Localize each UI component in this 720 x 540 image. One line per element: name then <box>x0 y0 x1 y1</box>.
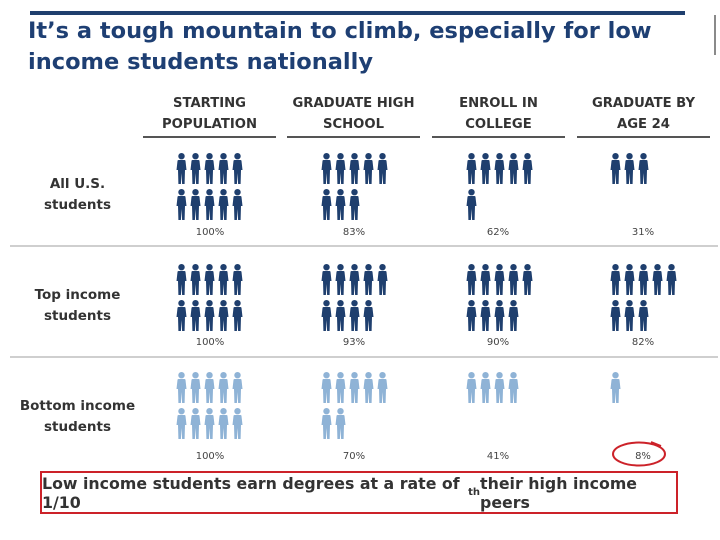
person-icon <box>232 264 243 295</box>
row-label-all-students <box>10 174 145 216</box>
person-icon <box>480 300 491 331</box>
person-icon <box>522 264 533 295</box>
person-icon <box>176 372 187 403</box>
person-icon <box>335 300 346 331</box>
percent-label: 70% <box>342 451 366 462</box>
column-header-line: AGE 24 <box>617 117 670 132</box>
top-accent-bar <box>30 11 685 15</box>
percent-label: 93% <box>342 337 366 348</box>
person-icon <box>494 300 505 331</box>
row-label-bottom-income <box>10 396 145 438</box>
person-icon <box>508 264 519 295</box>
person-icon <box>190 372 201 403</box>
person-icon <box>363 153 374 184</box>
footer-text-end: their high income peers <box>480 473 638 512</box>
person-icon <box>624 300 635 331</box>
percent-label: 100% <box>195 337 225 348</box>
column-header-graduate-by-age-24 <box>577 92 710 138</box>
person-icon <box>638 153 649 184</box>
row-label-line: students <box>43 308 112 324</box>
person-icon <box>190 264 201 295</box>
person-icon <box>218 189 229 220</box>
percent-label: 100% <box>195 451 225 462</box>
person-icon <box>190 300 201 331</box>
percent-label: 83% <box>342 227 366 238</box>
column-header-line: GRADUATE BY <box>591 96 696 111</box>
person-icon <box>466 153 477 184</box>
person-icon <box>321 264 332 295</box>
person-icon <box>190 408 201 439</box>
person-icon <box>624 264 635 295</box>
person-icon <box>176 408 187 439</box>
person-icon <box>321 300 332 331</box>
person-icon <box>204 189 215 220</box>
person-icon <box>610 153 621 184</box>
person-icon <box>321 189 332 220</box>
person-icon <box>176 153 187 184</box>
person-icon <box>204 300 215 331</box>
person-icon <box>652 264 663 295</box>
row-separator <box>10 356 718 358</box>
row-label-line: Top income <box>34 287 121 303</box>
column-header-enroll-in-college <box>432 92 565 138</box>
person-icon <box>218 264 229 295</box>
person-icon <box>377 372 388 403</box>
footer-superscript: th <box>468 487 481 498</box>
column-header-line: COLLEGE <box>465 117 532 132</box>
person-icon <box>190 153 201 184</box>
person-icon <box>638 264 649 295</box>
person-icon <box>218 300 229 331</box>
person-icon <box>466 372 477 403</box>
person-icon <box>363 264 374 295</box>
row-label-line: students <box>43 419 112 435</box>
row-label-top-income <box>10 285 145 327</box>
person-icon <box>321 153 332 184</box>
person-icon <box>204 264 215 295</box>
person-icon <box>480 153 491 184</box>
person-icon <box>349 264 360 295</box>
person-icon <box>232 408 243 439</box>
footer-text: Low income students earn degrees at a rate of 1/10 <box>42 473 460 512</box>
person-icon <box>218 372 229 403</box>
percent-label: 62% <box>486 227 510 238</box>
person-icon <box>349 372 360 403</box>
person-icon <box>176 264 187 295</box>
person-icon <box>494 264 505 295</box>
person-icon <box>335 264 346 295</box>
person-icon <box>466 264 477 295</box>
person-icon <box>508 372 519 403</box>
person-icon <box>377 264 388 295</box>
page-title: It’s a tough mountain to climb, especially for low income students nationally <box>28 18 652 75</box>
person-icon <box>494 153 505 184</box>
person-icon <box>232 372 243 403</box>
person-icon <box>480 264 491 295</box>
person-icon <box>638 300 649 331</box>
person-icon <box>624 153 635 184</box>
person-icon <box>335 189 346 220</box>
person-icon <box>610 264 621 295</box>
person-icon <box>508 153 519 184</box>
person-icon <box>232 300 243 331</box>
person-icon <box>232 153 243 184</box>
person-icon <box>349 300 360 331</box>
person-icon <box>218 408 229 439</box>
person-icon <box>666 264 677 295</box>
person-icon <box>204 372 215 403</box>
person-icon <box>190 189 201 220</box>
row-label-line: All U.S. <box>49 176 106 192</box>
person-icon <box>321 372 332 403</box>
person-icon <box>466 300 477 331</box>
column-header-starting-population <box>143 92 276 138</box>
right-edge-line <box>714 15 716 55</box>
column-header-line: POPULATION <box>162 117 257 132</box>
highlight-circle <box>611 440 667 467</box>
person-icon <box>610 372 621 403</box>
person-icon <box>204 408 215 439</box>
row-label-line: Bottom income <box>19 398 136 414</box>
column-header-graduate-high-school <box>287 92 420 138</box>
percent-label: 31% <box>631 227 655 238</box>
person-icon <box>349 189 360 220</box>
person-icon <box>218 153 229 184</box>
person-icon <box>204 153 215 184</box>
person-icon <box>377 153 388 184</box>
percent-label: 100% <box>195 227 225 238</box>
person-icon <box>494 372 505 403</box>
person-icon <box>176 189 187 220</box>
person-icon <box>335 372 346 403</box>
person-icon <box>522 153 533 184</box>
row-label-line: students <box>43 197 112 213</box>
person-icon <box>321 408 332 439</box>
percent-label: 82% <box>631 337 655 348</box>
person-icon <box>335 153 346 184</box>
percent-label-highlighted: 8% <box>635 451 651 462</box>
column-header-line: ENROLL IN <box>459 96 538 111</box>
person-icon <box>363 372 374 403</box>
row-separator <box>10 245 718 247</box>
percent-label: 41% <box>486 451 510 462</box>
person-icon <box>232 189 243 220</box>
person-icon <box>466 189 477 220</box>
person-icon <box>480 372 491 403</box>
person-icon <box>508 300 519 331</box>
person-icon <box>349 153 360 184</box>
column-header-line: SCHOOL <box>322 117 385 132</box>
percent-label: 90% <box>486 337 510 348</box>
person-icon <box>610 300 621 331</box>
footer-callout <box>40 471 678 514</box>
person-icon <box>335 408 346 439</box>
person-icon <box>363 300 374 331</box>
column-header-line: GRADUATE HIGH <box>292 96 415 111</box>
column-header-line: STARTING <box>172 96 246 111</box>
person-icon <box>176 300 187 331</box>
